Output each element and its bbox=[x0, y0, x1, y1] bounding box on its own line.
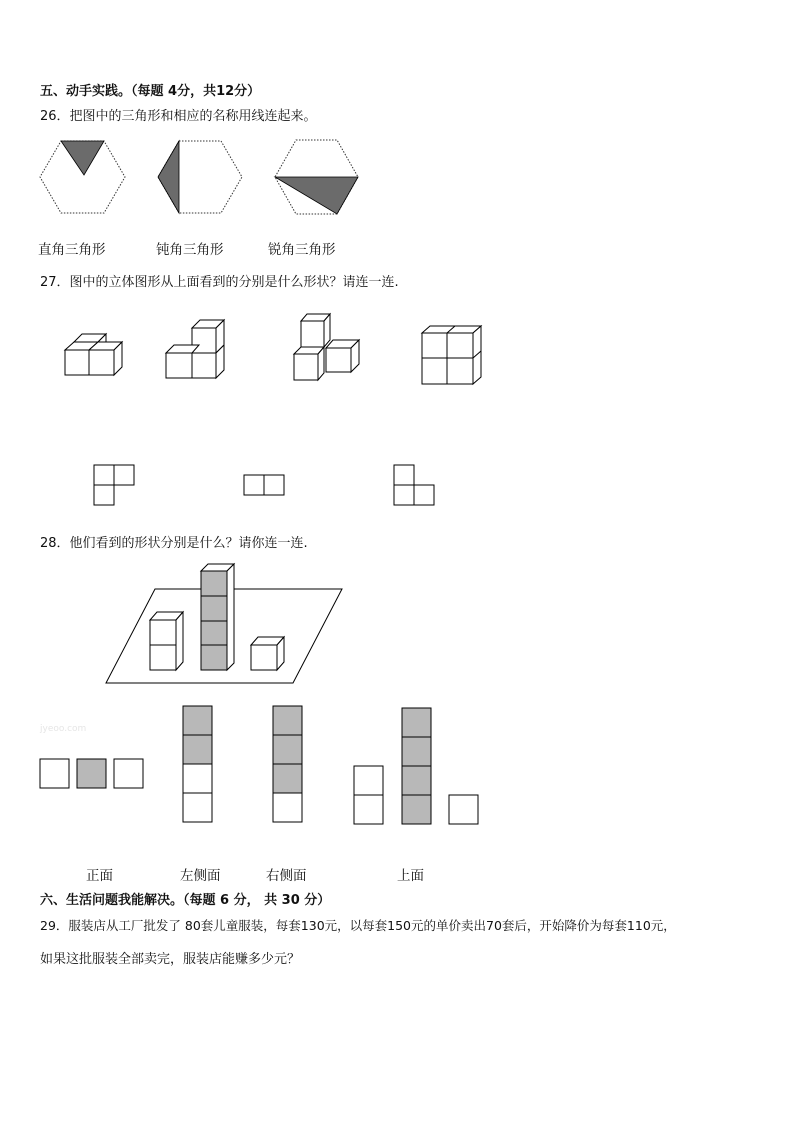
view-left-side bbox=[183, 706, 212, 822]
label-obtuse-triangle: 钝角三角形 bbox=[156, 242, 224, 258]
section-6-title: 六、生活问题我能解决。（每题 6 分， 共 30 分） bbox=[40, 893, 331, 908]
view-right-side bbox=[273, 706, 302, 822]
label-right-side-view: 右侧面 bbox=[266, 868, 307, 884]
question-29-line-2: 如果这批服装全部卖完，服装店能赚多少元？ bbox=[40, 952, 301, 967]
question-29-line-1: 29．服装店从工厂批发了 80套儿童服装，每套130元，以每套150元的单价卖出70套后，开始降价为每套110元， bbox=[40, 918, 676, 933]
question-26-text: 26．把图中的三角形和相应的名称用线连起来。 bbox=[40, 109, 317, 124]
stack-four-cubes bbox=[201, 564, 234, 670]
view-top-option-b bbox=[402, 708, 431, 824]
question-28-text: 28．他们看到的形状分别是什么？请你连一连. bbox=[40, 536, 308, 551]
label-left-side-view: 左侧面 bbox=[180, 868, 221, 884]
label-front-view: 正面 bbox=[86, 868, 113, 884]
label-right-triangle: 直角三角形 bbox=[38, 242, 106, 258]
label-acute-triangle: 锐角三角形 bbox=[268, 242, 336, 258]
single-cube bbox=[251, 637, 284, 670]
question-27-text: 27．图中的立体图形从上面看到的分别是什么形状？请连一连. bbox=[40, 275, 399, 290]
view-top-option-c bbox=[449, 795, 478, 824]
stack-two-cubes bbox=[150, 612, 183, 670]
section-5-title: 五、动手实践。（每题 4分，共12分） bbox=[40, 84, 261, 99]
watermark: jyeoo.com bbox=[40, 724, 87, 734]
view-top-option-a bbox=[354, 766, 383, 824]
view-front bbox=[40, 759, 143, 788]
label-top-view: 上面 bbox=[397, 868, 424, 884]
